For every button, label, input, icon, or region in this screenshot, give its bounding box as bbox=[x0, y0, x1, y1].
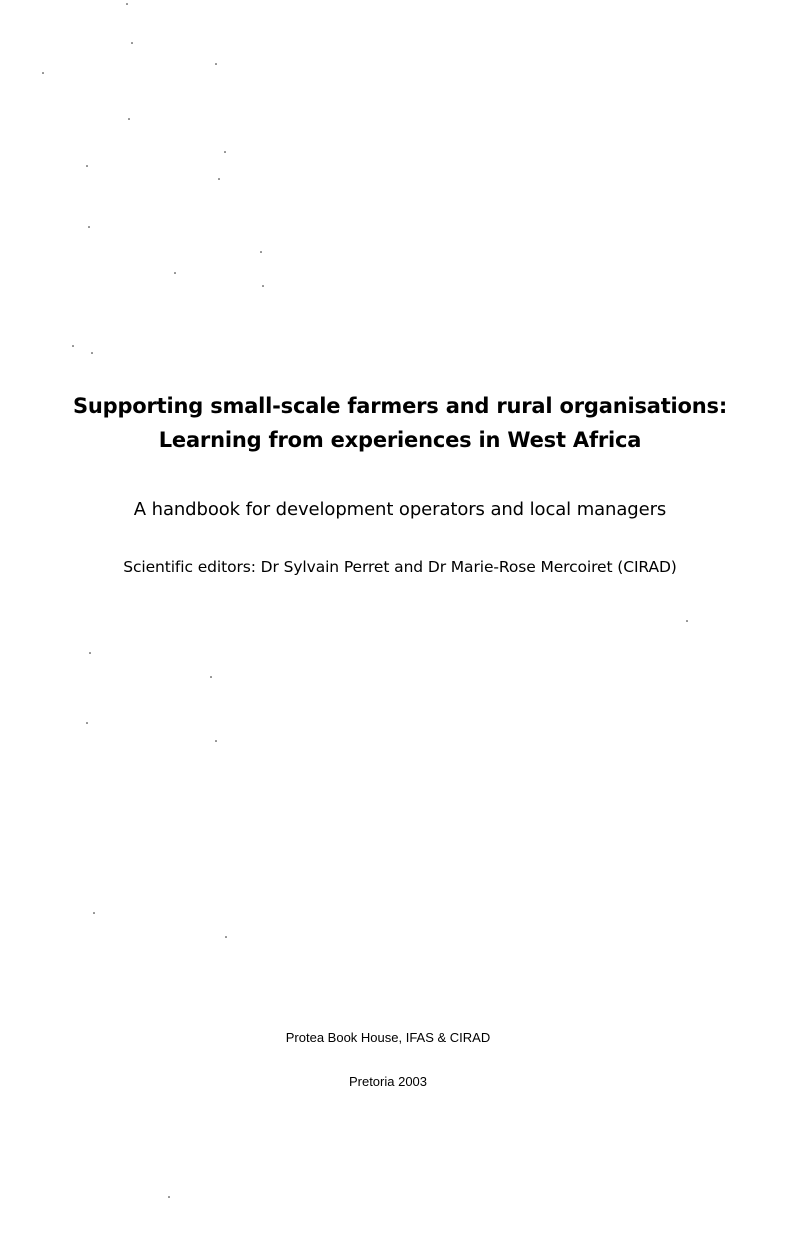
scan-speck bbox=[215, 740, 217, 742]
scan-speck bbox=[174, 272, 176, 274]
scan-speck bbox=[128, 118, 130, 120]
scan-speck bbox=[262, 285, 264, 287]
scan-speck bbox=[88, 226, 90, 228]
scan-speck bbox=[686, 620, 688, 622]
place-and-year: Pretoria 2003 bbox=[348, 1074, 428, 1089]
scan-speck bbox=[210, 676, 212, 678]
scan-speck bbox=[72, 345, 74, 347]
scan-speck bbox=[215, 63, 217, 65]
scan-speck bbox=[218, 178, 220, 180]
scan-speck bbox=[93, 912, 95, 914]
scan-speck bbox=[86, 165, 88, 167]
publisher-line: Protea Book House, IFAS & CIRAD bbox=[285, 1030, 491, 1045]
scan-speck bbox=[42, 72, 44, 74]
scan-speck bbox=[86, 722, 88, 724]
scan-speck bbox=[168, 1196, 170, 1198]
scan-speck bbox=[131, 42, 133, 44]
scan-speck bbox=[224, 151, 226, 153]
book-title-line-2: Learning from experiences in West Africa bbox=[158, 428, 642, 452]
scan-speck bbox=[89, 652, 91, 654]
book-title-line-1: Supporting small-scale farmers and rural organisations: bbox=[72, 394, 728, 418]
scan-speck bbox=[260, 251, 262, 253]
scan-speck bbox=[225, 936, 227, 938]
scan-speck bbox=[126, 3, 128, 5]
scientific-editors: Scientific editors: Dr Sylvain Perret and Dr Marie-Rose Mercoiret (CIRAD) bbox=[123, 558, 677, 576]
scan-speck bbox=[91, 352, 93, 354]
book-subtitle: A handbook for development operators and local managers bbox=[133, 499, 667, 520]
